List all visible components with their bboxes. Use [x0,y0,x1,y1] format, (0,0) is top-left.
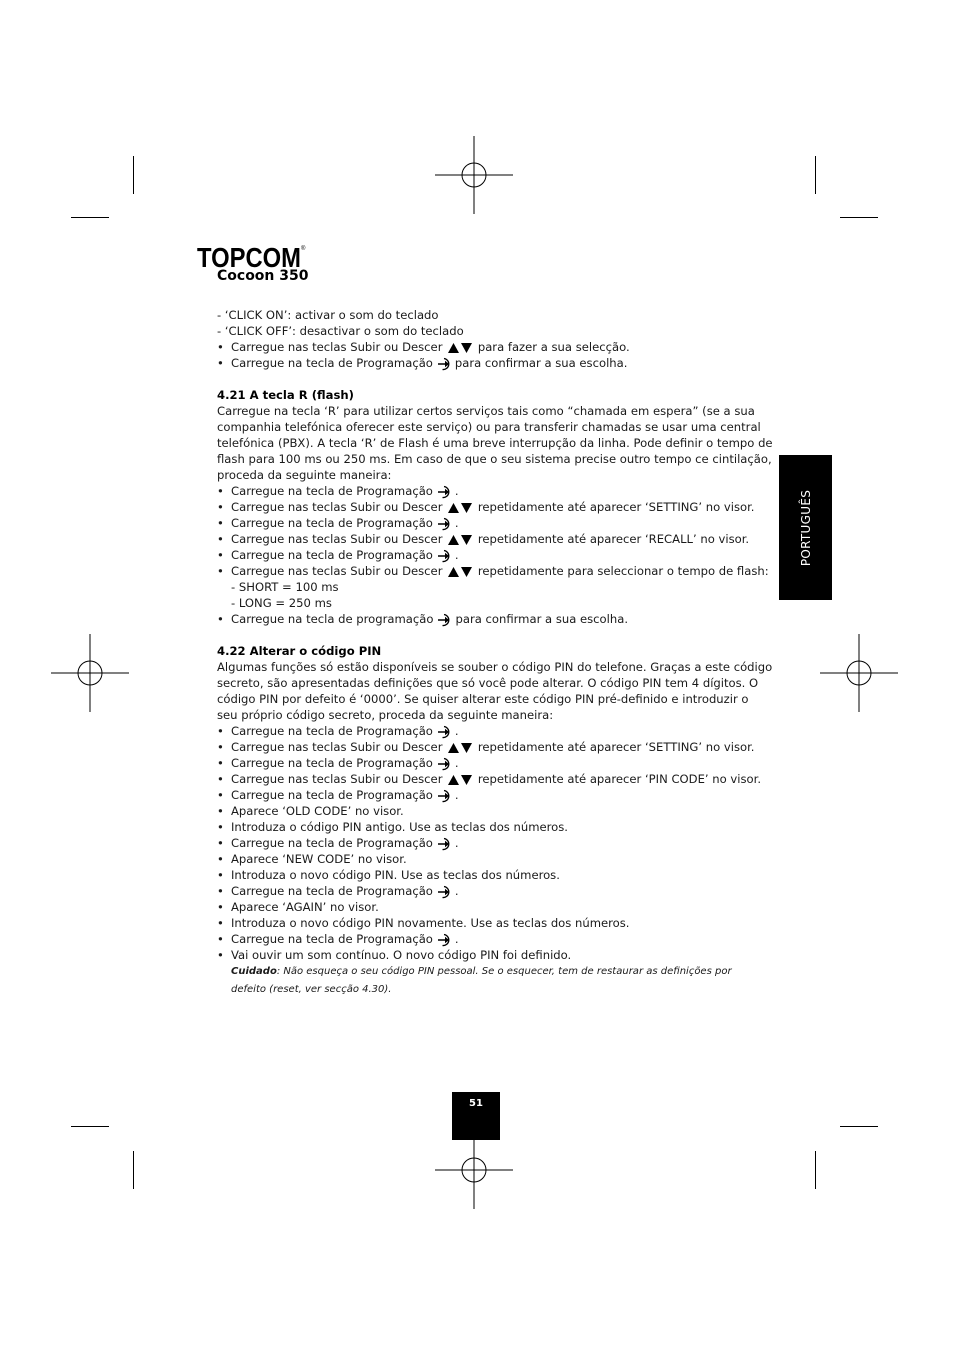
crop-mark [840,1126,878,1127]
bullet-text: Carregue na tecla de Programação [231,932,433,946]
spacer [217,371,757,387]
caution-text: defeito (reset, ver secção 4.30). [231,984,392,995]
bullet-text: Carregue nas teclas Subir ou Descer [231,500,443,514]
bullet-item [217,931,757,947]
bullet-text: Carregue nas teclas Subir ou Descer [231,532,443,546]
program-key-icon [437,933,453,947]
crop-mark [133,156,134,194]
bullet-text: Carregue na tecla de Programação [231,484,433,498]
bullet-item [217,819,757,835]
bullet-item [217,499,757,515]
bullet-text: Carregue na tecla de Programação [231,516,433,530]
bullet-text: Carregue nas teclas Subir ou Descer [231,564,443,578]
up-down-keys-icon [447,342,473,354]
text-line: proceda da seguinte maneira: [217,468,392,482]
registration-mark-icon [435,136,513,214]
bullet-text: para fazer a sua selecção. [477,340,630,354]
bullet-item [217,947,757,963]
caution-note [217,963,757,999]
bullet-text: . [454,788,459,802]
bullet-item [217,899,757,915]
model-name: Cocoon 350 [217,268,309,284]
logo-text: TOPCOM [197,242,301,272]
registration-mark-icon [435,1131,513,1209]
registration-mark-icon [51,634,129,712]
bullet-item [217,563,769,579]
bullet-text: repetidamente para seleccionar o tempo de flash: [477,564,769,578]
bullet-text: Carregue nas teclas Subir ou Descer [231,340,443,354]
bullet-item [217,483,757,499]
bullet-item [217,835,757,851]
caution-text: : Não esqueça o seu código PIN pessoal. Se o esquecer, tem de restaurar as definições por [276,966,732,977]
language-tab [779,455,832,600]
program-key-icon [437,837,453,851]
option-item: - SHORT = 100 ms [231,580,339,594]
bullet-item [217,803,757,819]
text-line: telefónica (PBX). A tecla ‘R’ de Flash é uma breve interrupção da linha. Pode definir o tempo de [217,436,773,450]
bullet-text: Introduza o código PIN antigo. Use as teclas dos números. [231,820,568,834]
topcom-logo [197,238,307,272]
up-down-keys-icon [447,534,473,546]
crop-mark [815,156,816,194]
bullet-text: . [454,484,459,498]
bullet-item [217,723,757,739]
bullet-text: Aparece ‘OLD CODE’ no visor. [231,804,404,818]
bullet-text: Carregue na tecla de Programação [231,756,433,770]
bullet-item [217,883,757,899]
option-item: - LONG = 250 ms [231,596,332,610]
manual-content [217,307,773,999]
bullet-text: Carregue nas teclas Subir ou Descer [231,772,443,786]
bullet-text: Aparece ‘NEW CODE’ no visor. [231,852,407,866]
bullet-text: . [454,516,459,530]
program-key-icon [437,485,453,499]
svg-text:®: ® [301,246,306,252]
up-down-keys-icon [447,774,473,786]
bullet-text: Carregue na tecla de Programação [231,836,433,850]
spacer [217,627,757,643]
bullet-text: repetidamente até aparecer ‘SETTING’ no visor. [477,500,755,514]
bullet-text: para confirmar a sua escolha. [454,356,628,370]
up-down-keys-icon [447,566,473,578]
bullet-text: Carregue na tecla de Programação [231,724,433,738]
crop-mark [71,217,109,218]
up-down-keys-icon [447,742,473,754]
bullet-text: . [454,836,459,850]
text-line: flash para 100 ms ou 250 ms. Em caso de que o seu sistema precise outro tempo ce cintilação, [217,452,772,466]
bullet-text: . [454,724,459,738]
language-tab-label: PORTUGUÊS [798,489,813,566]
bullet-item [217,915,757,931]
caution-label: Cuidado [231,966,277,977]
bullet-item [217,755,757,771]
bullet-text: repetidamente até aparecer ‘PIN CODE’ no visor. [477,772,762,786]
bullet-item [217,515,757,531]
page-number: 51 [452,1092,500,1140]
bullet-text: . [454,932,459,946]
bullet-item [217,531,757,547]
text-line: secreto, são apresentadas definições que só você pode alterar. O código PIN tem 4 dígitos. O [217,676,759,690]
crop-mark [133,1151,134,1189]
up-down-keys-icon [447,502,473,514]
crop-mark [815,1151,816,1189]
text-line: Algumas funções só estão disponíveis se souber o código PIN do telefone. Graças a este código [217,660,773,674]
bullet-item [217,851,757,867]
program-key-icon [437,885,453,899]
bullet-item [217,787,757,803]
bullet-item [217,771,762,787]
registration-mark-icon [820,634,898,712]
text-line: companhia telefónica oferecer este serviço) ou para transferir chamadas se usar uma central [217,420,761,434]
text-line: - ‘CLICK ON’: activar o som do teclado [217,308,439,322]
program-key-icon [437,517,453,531]
program-key-icon [437,357,453,371]
bullet-text: repetidamente até aparecer ‘SETTING’ no visor. [477,740,755,754]
bullet-item [217,739,757,755]
bullet-text: Carregue na tecla de Programação [231,548,433,562]
bullet-text: Vai ouvir um som contínuo. O novo código PIN foi definido. [231,948,572,962]
section-heading: 4.21 A tecla R (flash) [217,388,354,402]
crop-mark [71,1126,109,1127]
text-line: - ‘CLICK OFF’: desactivar o som do teclado [217,324,464,338]
text-line: Carregue na tecla ‘R’ para utilizar certos serviços tais como “chamada em espera” (se a sua [217,404,755,418]
bullet-item [217,355,757,371]
program-key-icon [437,725,453,739]
bullet-text: Carregue na tecla de Programação [231,356,433,370]
program-key-icon [437,549,453,563]
bullet-text: . [454,756,459,770]
crop-mark [840,217,878,218]
bullet-item [217,339,757,355]
bullet-text: para confirmar a sua escolha. [455,612,629,626]
bullet-item [217,611,757,627]
bullet-text: . [454,548,459,562]
program-key-icon [437,757,453,771]
bullet-text: . [454,884,459,898]
bullet-item [217,867,757,883]
program-key-icon [437,613,453,627]
bullet-text: Carregue na tecla de Programação [231,788,433,802]
bullet-text: Introduza o novo código PIN novamente. Use as teclas dos números. [231,916,630,930]
bullet-text: Carregue na tecla de Programação [231,884,433,898]
bullet-text: repetidamente até aparecer ‘RECALL’ no visor. [477,532,750,546]
section-heading: 4.22 Alterar o código PIN [217,644,382,658]
bullet-text: Aparece ‘AGAIN’ no visor. [231,900,379,914]
bullet-item [217,547,757,563]
text-line: seu próprio código secreto, proceda da seguinte maneira: [217,708,554,722]
bullet-text: Carregue na tecla de programação [231,612,434,626]
bullet-text: Carregue nas teclas Subir ou Descer [231,740,443,754]
program-key-icon [437,789,453,803]
bullet-text: Introduza o novo código PIN. Use as teclas dos números. [231,868,560,882]
text-line: código PIN por defeito é ‘0000’. Se quiser alterar este código PIN pré-definido e introduzir o [217,692,749,706]
